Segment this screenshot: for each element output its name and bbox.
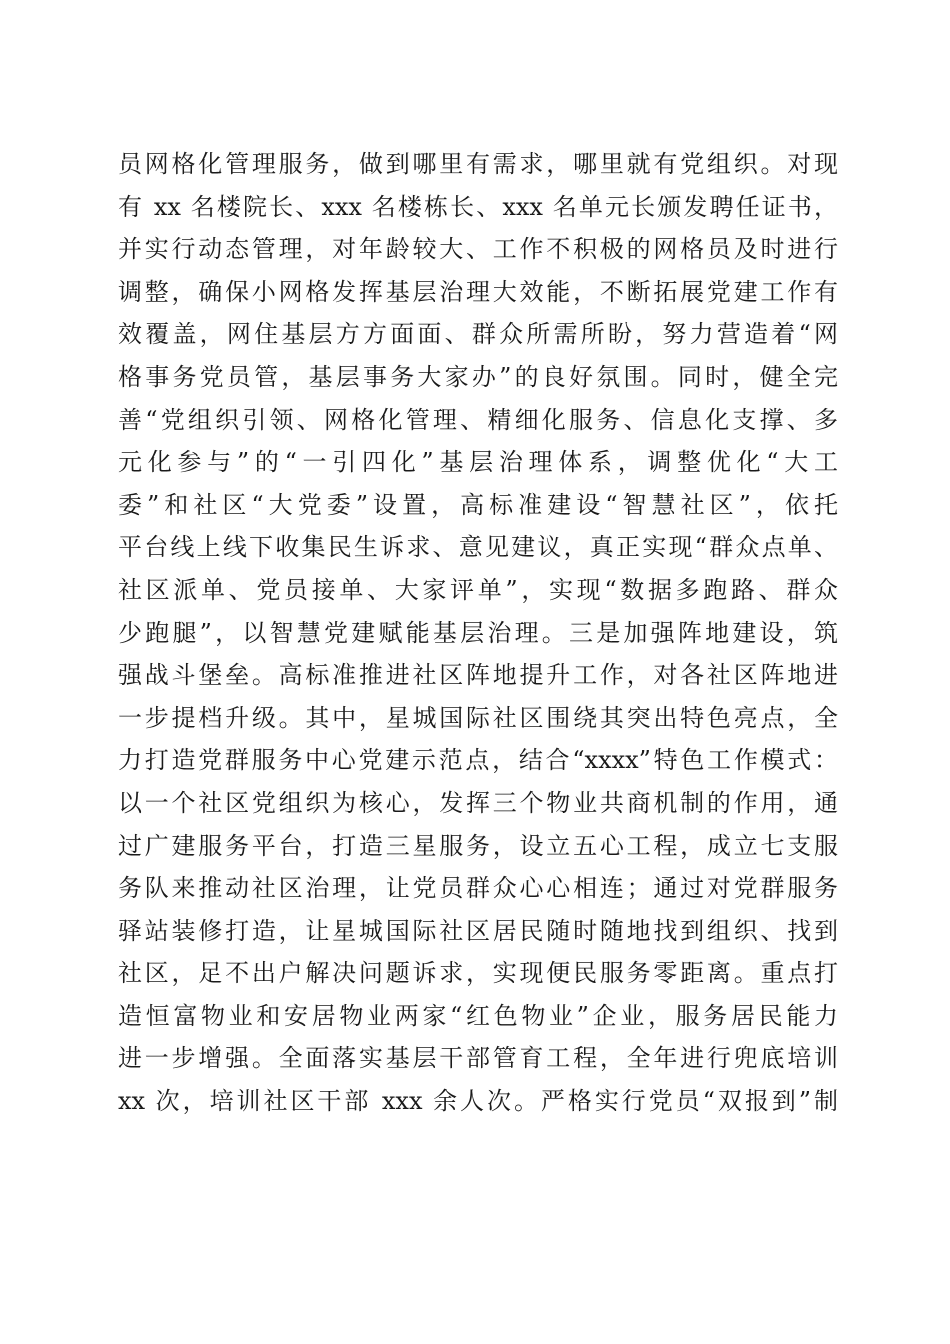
text-line: 并实行动态管理，对年龄较大、工作不积极的网格员及时进行 — [118, 235, 838, 264]
text-line: 少跑腿”，以智慧党建赋能基层治理。三是加强阵地建设，筑 — [118, 618, 838, 647]
text-line: 力打造党群服务中心党建示范点，结合“xxxx”特色工作模式： — [118, 746, 838, 775]
text-line: xx 次，培训社区干部 xxx 余人次。严格实行党员“双报到”制 — [118, 1087, 838, 1116]
text-line: 务队来推动社区治理，让党员群众心心相连；通过对党群服务 — [118, 874, 838, 903]
text-line: 格事务党员管，基层事务大家办”的良好氛围。同时，健全完 — [118, 362, 838, 391]
text-line: 平台线上线下收集民生诉求、意见建议，真正实现“群众点单、 — [118, 533, 838, 562]
text-line: 善“党组织引领、网格化管理、精细化服务、信息化支撑、多 — [118, 405, 838, 434]
text-line: 进一步增强。全面落实基层干部管育工程，全年进行兜底培训 — [118, 1044, 838, 1073]
text-line: 调整，确保小网格发挥基层治理大效能，不断拓展党建工作有 — [118, 277, 838, 306]
text-line: 委”和社区“大党委”设置，高标准建设“智慧社区”，依托 — [118, 490, 838, 519]
text-line: 员网格化管理服务，做到哪里有需求，哪里就有党组织。对现 — [118, 150, 838, 178]
text-line: 造恒富物业和安居物业两家“红色物业”企业，服务居民能力 — [118, 1001, 838, 1030]
text-line: 驿站装修打造，让星城国际社区居民随时随地找到组织、找到 — [118, 916, 838, 945]
text-line: 效覆盖，网住基层方方面面、群众所需所盼，努力营造着“网 — [118, 320, 838, 349]
text-line: 社区，足不出户解决问题诉求，实现便民服务零距离。重点打 — [118, 959, 838, 988]
text-line: 以一个社区党组织为核心，发挥三个物业共商机制的作用，通 — [118, 788, 838, 817]
text-line: 一步提档升级。其中，星城国际社区围绕其突出特色亮点，全 — [118, 703, 838, 732]
body-paragraph — [118, 143, 838, 1123]
text-line: 元化参与”的“一引四化”基层治理体系，调整优化“大工 — [118, 448, 838, 477]
text-line: 过广建服务平台，打造三星服务，设立五心工程，成立七支服 — [118, 831, 838, 860]
text-line: 社区派单、党员接单、大家评单”，实现“数据多跑路、群众 — [118, 575, 838, 604]
text-line: 强战斗堡垒。高标准推进社区阵地提升工作，对各社区阵地进 — [118, 661, 838, 690]
text-line: 有 xx 名楼院长、xxx 名楼栋长、xxx 名单元长颁发聘任证书， — [118, 192, 838, 221]
